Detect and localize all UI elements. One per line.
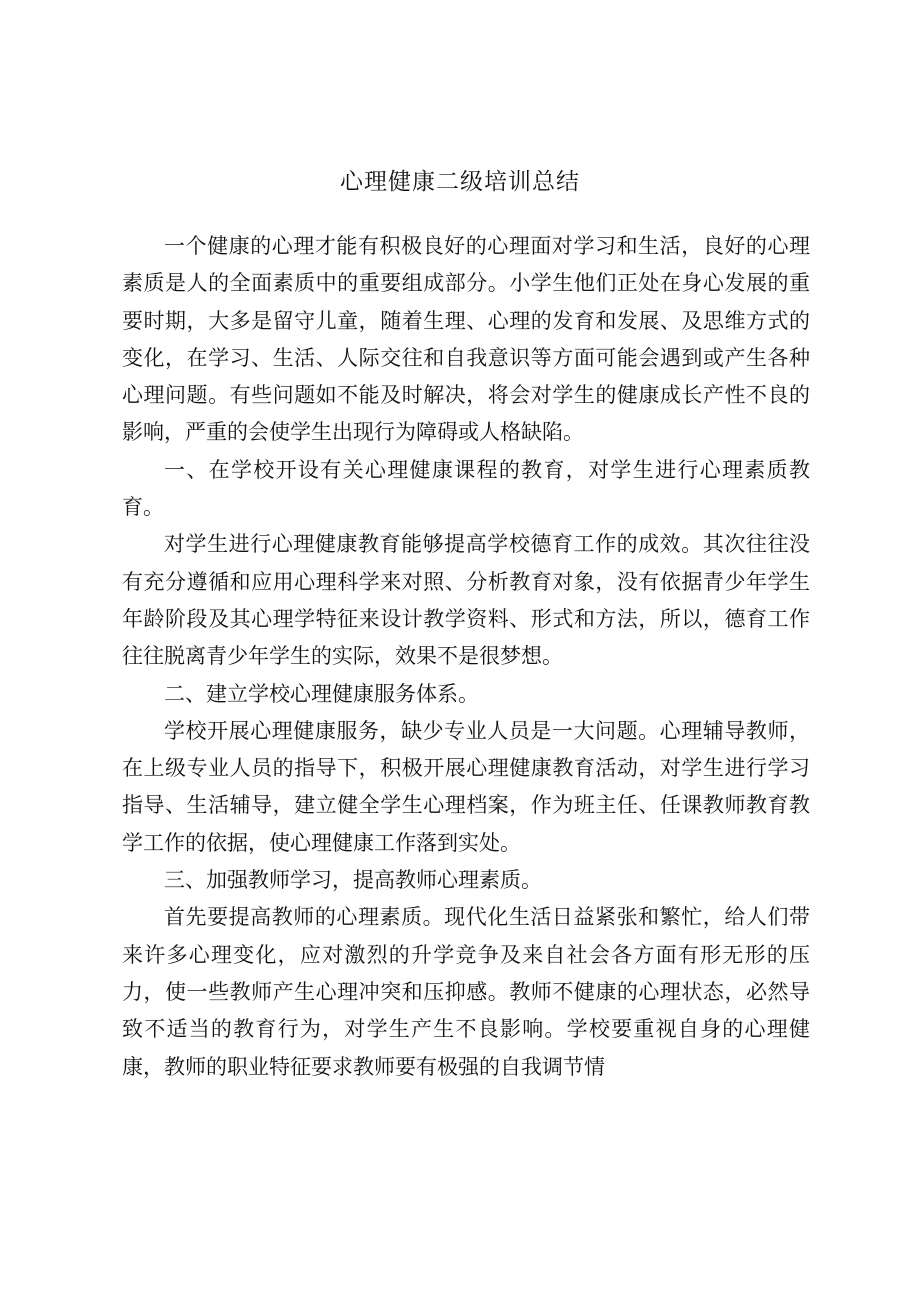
document-title: 心理健康二级培训总结 xyxy=(340,169,580,195)
section-heading-1: 一、在学校开设有关心理健康课程的教育，对学生进行心理素质教育。 xyxy=(122,457,810,520)
section-heading-2: 二、建立学校心理健康服务体系。 xyxy=(164,681,479,706)
paragraph-section-3: 首先要提高教师的心理素质。现代化生活日益紧张和繁忙，给人们带来许多心理变化，应对激烈的升学竞争及来自社会各方面有形无形的压力，使一些教师产生心理冲突和压抑感。教师不健康的心理状态，必然导致不适当的教育行为，对学生产生不良影响。学校要重视自身的心理健康，教师的职业特征要求教师要有极强的自我调节情 xyxy=(122,905,810,1079)
paragraph-section-1: 对学生进行心理健康教育能够提高学校德育工作的成效。其次往往没有充分遵循和应用心理科学来对照、分析教育对象，没有依据青少年学生年龄阶段及其心理学特征来设计教学资料、形式和方法，所以，德育工作往往脱离青少年学生的实际，效果不是很梦想。 xyxy=(122,532,810,669)
paragraph-intro: 一个健康的心理才能有积极良好的心理面对学习和生活，良好的心理素质是人的全面素质中的重要组成部分。小学生他们正处在身心发展的重要时期，大多是留守儿童，随着生理、心理的发育和发展、及思维方式的变化，在学习、生活、人际交往和自我意识等方面可能会遇到或产生各种心理问题。有些问题如不能及时解决，将会对学生的健康成长产性不良的影响，严重的会使学生出现行为障碍或人格缺陷。 xyxy=(122,234,810,445)
document-body xyxy=(122,228,810,1086)
section-heading-3: 三、加强教师学习，提高教师心理素质。 xyxy=(164,868,542,893)
paragraph-section-2: 学校开展心理健康服务，缺少专业人员是一大问题。心理辅导教师，在上级专业人员的指导下，积极开展心理健康教育活动，对学生进行学习指导、生活辅导，建立健全学生心理档案，作为班主任、任课教师教育教学工作的依据，使心理健康工作落到实处。 xyxy=(122,718,810,855)
